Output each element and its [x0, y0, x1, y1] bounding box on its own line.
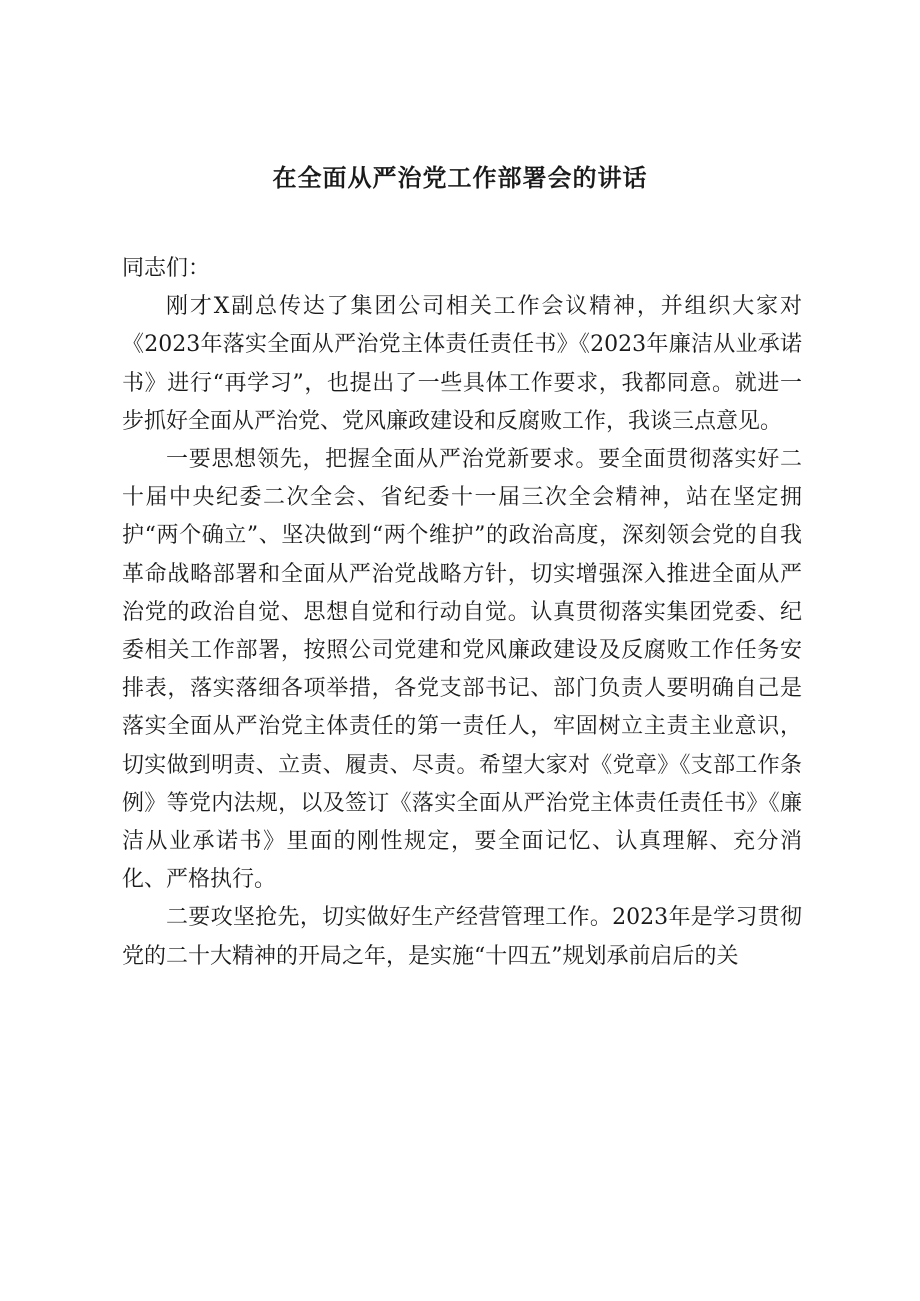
paragraph-intro: 刚才X副总传达了集团公司相关工作会议精神，并组织大家对《2023年落实全面从严治党主体责任责任书》《2023年廉洁从业承诺书》进行“再学习”，也提出了一些具体工作要求，我都同意。就进一步抓好全面从严治党、党风廉政建设和反腐败工作，我谈三点意见。 — [122, 294, 802, 434]
paragraph-point-two: 二要攻坚抢先，切实做好生产经营管理工作。2023年是学习贯彻党的二十大精神的开局之年，是实施“十四五”规划承前启后的关 — [122, 905, 802, 969]
greeting: 同志们： — [122, 256, 211, 281]
page-title: 在全面从严治党工作部署会的讲话 — [272, 164, 648, 192]
document-body — [122, 250, 802, 976]
paragraph-point-one: 一要思想领先，把握全面从严治党新要求。要全面贯彻落实好二十届中央纪委二次全会、省纪委十一届三次全会精神，站在坚定拥护“两个确立”、坚决做到“两个维护”的政治高度，深刻领会党的自我革命战略部署和全面从严治党战略方针，切实增强深入推进全面从严治党的政治自觉、思想自觉和行动自觉。认真贯彻落实集团党委、纪委相关工作部署，按照公司党建和党风廉政建设及反腐败工作任务安排表，落实落细各项举措，各党支部书记、部门负责人要明确自己是落实全面从严治党主体责任的第一责任人，牢固树立主责主业意识，切实做到明责、立责、履责、尽责。希望大家对《党章》《支部工作条例》等党内法规，以及签订《落实全面从严治党主体责任责任书》《廉洁从业承诺书》里面的刚性规定，要全面记忆、认真理解、充分消化、严格执行。 — [122, 447, 802, 893]
